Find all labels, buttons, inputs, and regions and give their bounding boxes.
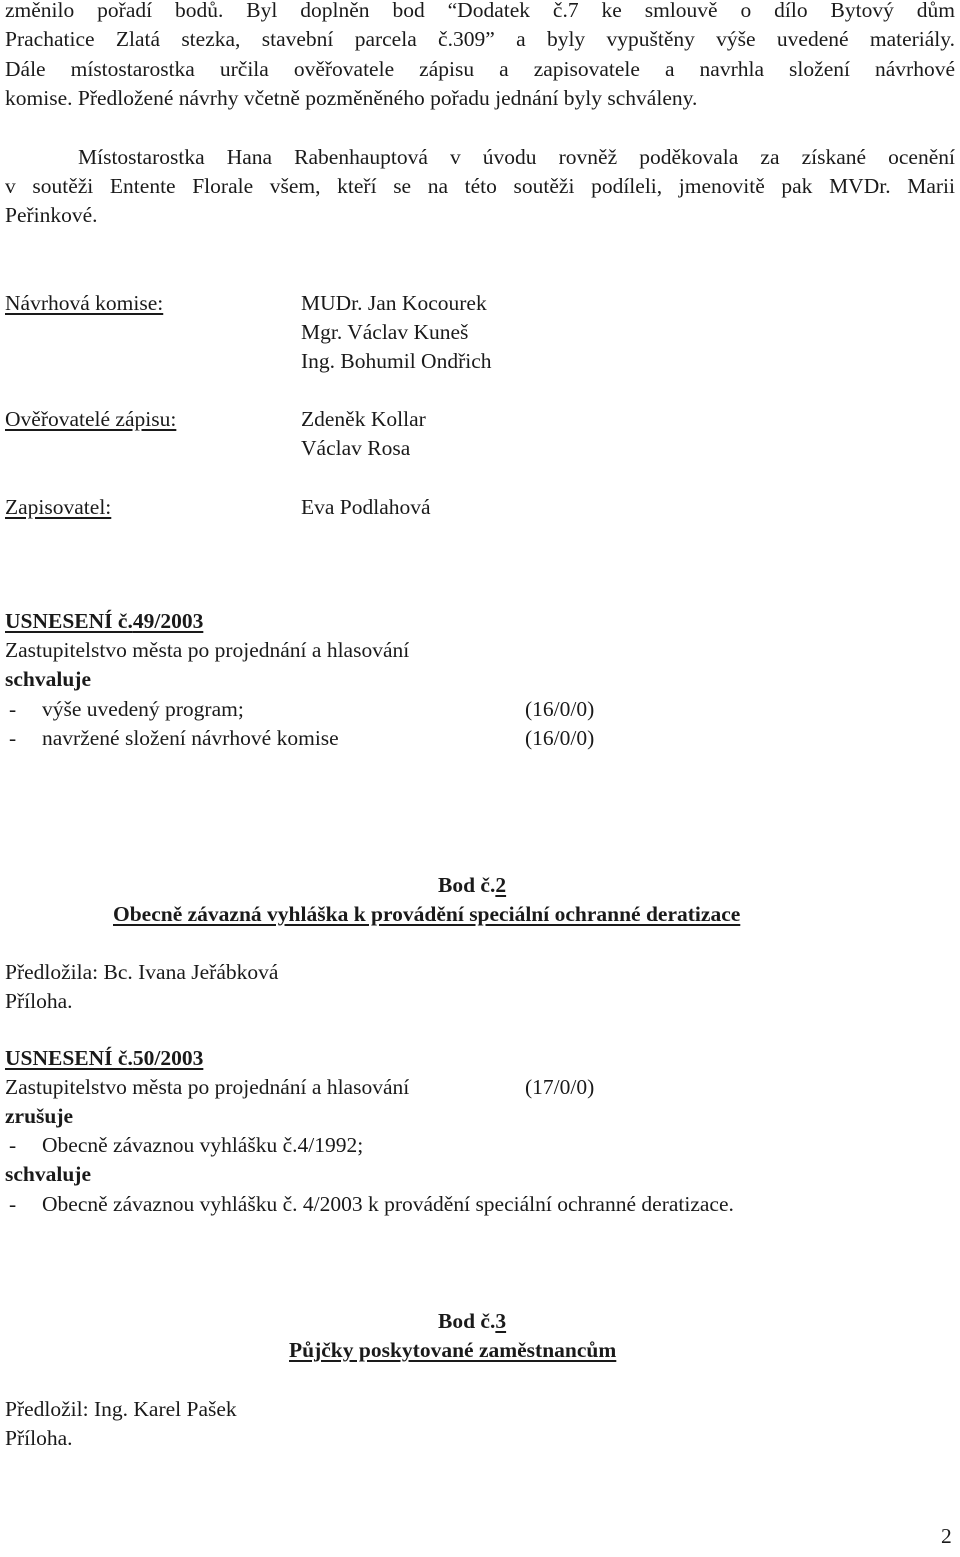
bod-3-title: Půjčky poskytované zaměstnancům <box>289 1338 617 1362</box>
resolution-49-item-1-dash: - <box>9 697 17 721</box>
resolution-49-item-1-vote: (16/0/0) <box>525 697 595 721</box>
resolution-49-item-2-vote: (16/0/0) <box>525 726 595 750</box>
thanks-line-3: Peřinkové. <box>5 203 98 227</box>
resolution-49-item-2-dash: - <box>9 726 17 750</box>
bod-3-label <box>438 1307 506 1336</box>
intro-line-2: Prachatice Zlatá stezka, stavební parcela č.309” a byly vypuštěny výše uvedené materiály. <box>5 27 955 51</box>
resolution-49-item-1-text: výše uvedený program; <box>42 697 244 721</box>
thanks-line-1: Místostarostka Hana Rabenhauptová v úvodu rovněž poděkovala za získané ocenění <box>78 145 955 169</box>
resolution-50-heading <box>5 1044 203 1073</box>
bod-3-number: 3 <box>495 1309 507 1333</box>
navrhova-member-2: Mgr. Václav Kuneš <box>301 320 469 344</box>
intro-line-4: komise. Předložené návrhy včetně pozměněného pořadu jednání byly schváleny. <box>5 86 698 110</box>
bod-2-number: 2 <box>495 873 507 897</box>
bod-3-prefix: Bod č. <box>438 1309 496 1333</box>
bod-2-presenter: Předložila: Bc. Ivana Jeřábková <box>5 960 279 984</box>
resolution-50-line: Zastupitelstvo města po projednání a hlasování <box>5 1075 410 1099</box>
navrhova-komise-label: Návrhová komise: <box>5 291 164 315</box>
page-number: 2 <box>941 1524 952 1548</box>
overovatel-member-2: Václav Rosa <box>301 436 411 460</box>
bod-2-attachment: Příloha. <box>5 989 73 1013</box>
bod-3-attachment: Příloha. <box>5 1426 73 1450</box>
resolution-49-item-2-text: navržené složení návrhové komise <box>42 726 339 750</box>
resolution-49-prefix: USNESENÍ č. <box>5 609 133 633</box>
intro-line-1: změnilo pořadí bodů. Byl doplněn bod “Dodatek č.7 ke smlouvě o dílo Bytový dům <box>5 0 955 22</box>
thanks-line-2: v soutěži Entente Florale všem, kteří se na této soutěži podíleli, jmenovitě pak MVDr. Marii <box>5 174 955 198</box>
resolution-49-number: 49/2003 <box>132 609 204 633</box>
bod-2-prefix: Bod č. <box>438 873 496 897</box>
resolution-50-item-1-dash: - <box>9 1133 17 1157</box>
resolution-50-verb-schvaluje: schvaluje <box>5 1162 91 1186</box>
overovatele-label: Ověřovatelé zápisu: <box>5 407 177 431</box>
zapisovatel-member: Eva Podlahová <box>301 495 431 519</box>
resolution-50-item-2: Obecně závaznou vyhlášku č. 4/2003 k provádění speciální ochranné deratizace. <box>42 1192 734 1216</box>
resolution-50-vote: (17/0/0) <box>525 1075 595 1099</box>
resolution-50-item-2-dash: - <box>9 1192 17 1216</box>
resolution-49-heading <box>5 607 203 636</box>
intro-line-3: Dále místostarostka určila ověřovatele zápisu a zapisovatele a navrhla složení návrhové <box>5 57 955 81</box>
navrhova-member-3: Ing. Bohumil Ondřich <box>301 349 492 373</box>
resolution-50-number: 50/2003 <box>132 1046 204 1070</box>
resolution-49-line: Zastupitelstvo města po projednání a hlasování <box>5 638 410 662</box>
resolution-50-verb-zrusuje: zrušuje <box>5 1104 74 1128</box>
bod-2-title: Obecně závazná vyhláška k provádění speciální ochranné deratizace <box>113 902 741 926</box>
navrhova-member-1: MUDr. Jan Kocourek <box>301 291 487 315</box>
resolution-50-item-1: Obecně závaznou vyhlášku č.4/1992; <box>42 1133 364 1157</box>
bod-2-label <box>438 871 506 900</box>
resolution-49-verb: schvaluje <box>5 667 91 691</box>
resolution-50-prefix: USNESENÍ č. <box>5 1046 133 1070</box>
overovatel-member-1: Zdeněk Kollar <box>301 407 426 431</box>
bod-3-presenter: Předložil: Ing. Karel Pašek <box>5 1397 237 1421</box>
zapisovatel-label: Zapisovatel: <box>5 495 112 519</box>
